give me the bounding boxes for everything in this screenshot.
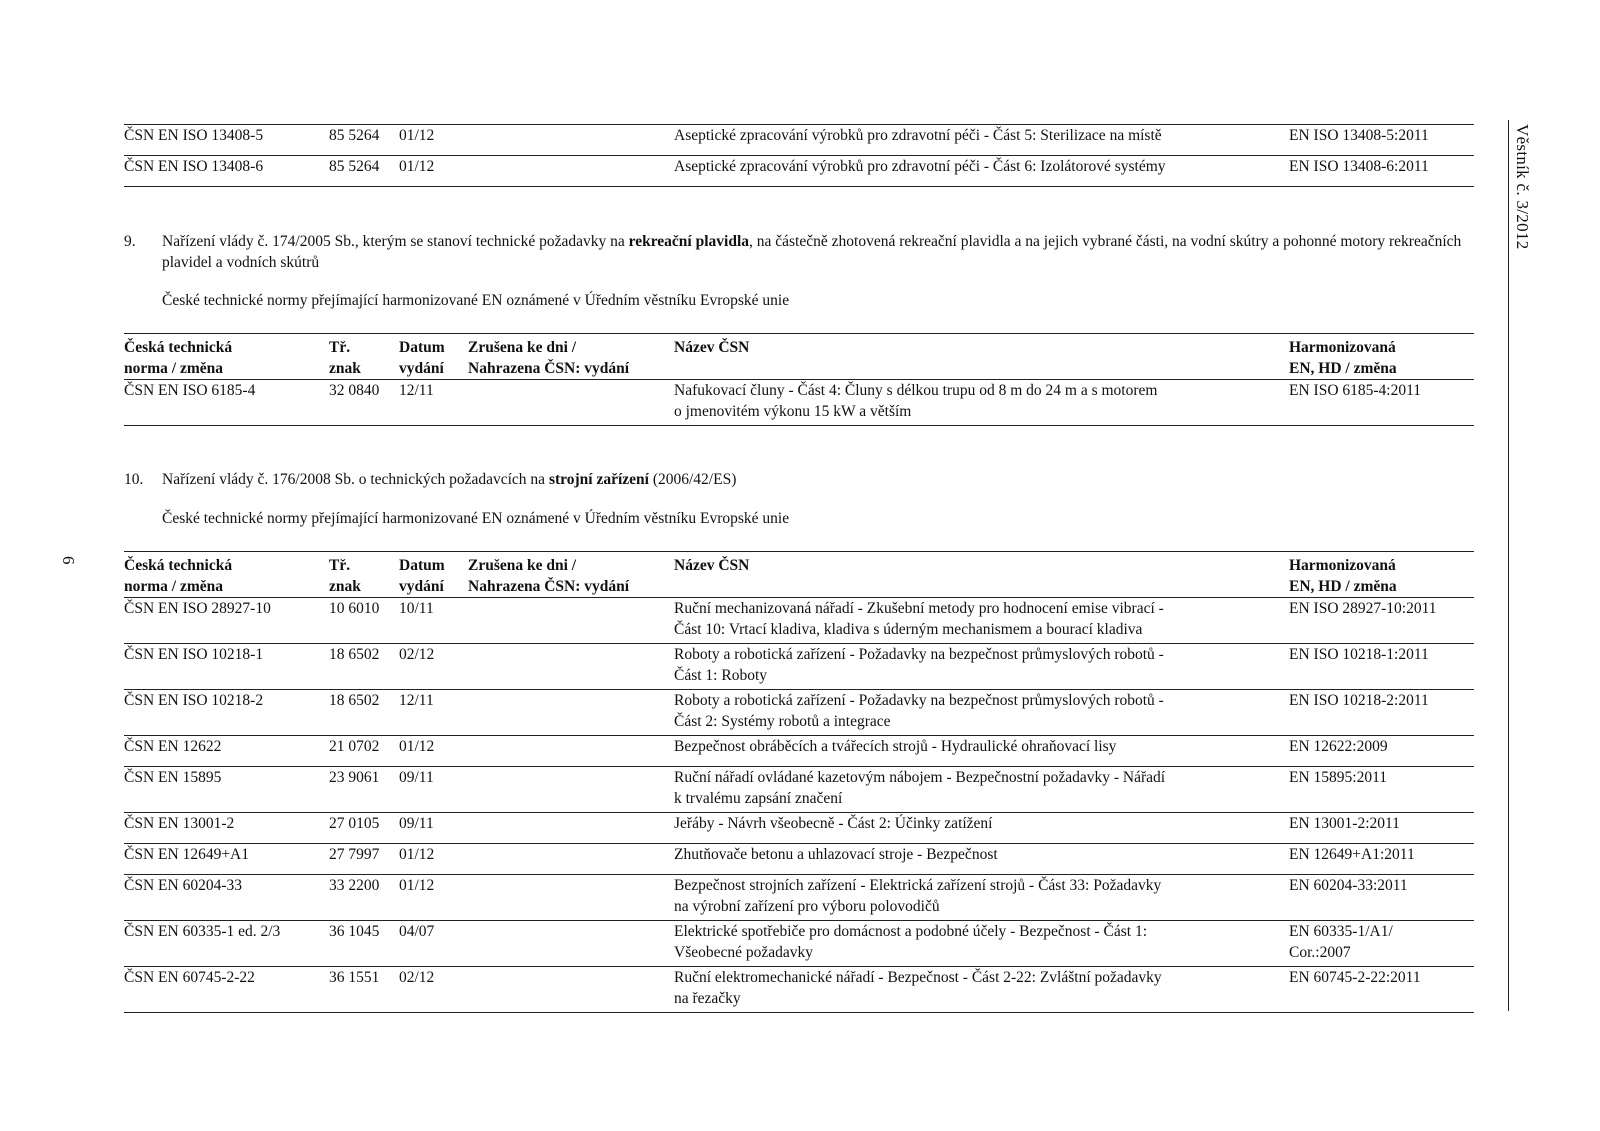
header-csn: Česká technická norma / změna [124,552,329,598]
section-number: 10. [124,471,144,488]
heading-bold: rekreační plavidla [628,233,750,250]
table-row [124,813,1474,844]
cancelled-cell [468,875,674,921]
table-row [124,767,1474,813]
section-subtitle: České technické normy přejímající harmonizované EN oznámené v Úředním věstníku Evropské unie [162,510,790,527]
cancelled-cell [468,767,674,813]
header-class: Tř. znak [329,334,399,380]
cancelled-cell [468,967,674,1013]
title-cell: Aseptické zpracování výrobků pro zdravotní péči - Část 5: Sterilizace na místě [674,125,1289,156]
harmonized-cell: EN ISO 13408-6:2011 [1289,156,1474,187]
section-subtitle: České technické normy přejímající harmonizované EN oznámené v Úředním věstníku Evropské unie [162,292,790,309]
cancelled-cell [468,690,674,736]
section-10 [124,469,1474,529]
class-cell: 36 1045 [329,921,399,967]
date-cell: 01/12 [399,844,468,875]
cancelled-cell [468,125,674,156]
table-row [124,844,1474,875]
csn-cell: ČSN EN ISO 10218-2 [124,690,329,736]
table-row [124,644,1474,690]
csn-cell: ČSN EN 60745-2-22 [124,967,329,1013]
section-number: 9. [124,233,136,250]
bulletin-side-title: Věstník č. 3/2012 [1513,124,1532,250]
date-cell: 12/11 [399,380,468,426]
csn-cell: ČSN EN ISO 6185-4 [124,380,329,426]
csn-cell: ČSN EN ISO 13408-5 [124,125,329,156]
header-cancelled: Zrušena ke dni / Nahrazena ČSN: vydání [468,334,674,380]
date-cell: 04/07 [399,921,468,967]
header-cancelled: Zrušena ke dni / Nahrazena ČSN: vydání [468,552,674,598]
heading-text: Nařízení vlády č. 174/2005 Sb., kterým se stanoví technické požadavky na [162,233,629,250]
title-cell: Bezpečnost strojních zařízení - Elektrická zařízení strojů - Část 33: Požadavky na výrobní zařízení pro výboru polovodičů [674,875,1289,921]
section-heading [162,469,1474,490]
csn-cell: ČSN EN 12622 [124,736,329,767]
csn-cell: ČSN EN 13001-2 [124,813,329,844]
title-cell: Roboty a robotická zařízení - Požadavky na bezpečnost průmyslových robotů - Část 1: Roboty [674,644,1289,690]
csn-cell: ČSN EN 12649+A1 [124,844,329,875]
table-row [124,921,1474,967]
class-cell: 85 5264 [329,125,399,156]
harmonized-cell: EN ISO 6185-4:2011 [1289,380,1474,426]
date-cell: 02/12 [399,644,468,690]
harmonized-cell: EN ISO 10218-2:2011 [1289,690,1474,736]
table-row [124,736,1474,767]
harmonized-cell: EN 15895:2011 [1289,767,1474,813]
harmonized-cell: EN ISO 28927-10:2011 [1289,598,1474,644]
title-cell: Jeřáby - Návrh všeobecně - Část 2: Účinky zatížení [674,813,1289,844]
header-harmonized: Harmonizovaná EN, HD / změna [1289,552,1474,598]
title-cell: Roboty a robotická zařízení - Požadavky na bezpečnost průmyslových robotů - Část 2: Systémy robotů a integrace [674,690,1289,736]
title-cell: Ruční mechanizovaná nářadí - Zkušební metody pro hodnocení emise vibrací - Část 10: Vrtací kladiva, kladiva s úderným mechanismem a bourací kladiva [674,598,1289,644]
cancelled-cell [468,380,674,426]
page-number: 6 [59,556,78,565]
csn-cell: ČSN EN ISO 28927-10 [124,598,329,644]
harmonized-cell: EN ISO 10218-1:2011 [1289,644,1474,690]
header-date: Datum vydání [399,334,468,380]
harmonized-cell: EN 60335-1/A1/ Cor.:2007 [1289,921,1474,967]
class-cell: 85 5264 [329,156,399,187]
cancelled-cell [468,736,674,767]
heading-text: Nařízení vlády č. 176/2008 Sb. o technických požadavcích na [162,471,549,488]
title-cell: Zhutňovače betonu a uhlazovací stroje - Bezpečnost [674,844,1289,875]
date-cell: 01/12 [399,875,468,921]
title-cell: Nafukovací čluny - Část 4: Čluny s délkou trupu od 8 m do 24 m a s motorem o jmenovitém výkonu 15 kW a větším [674,380,1289,426]
norms-table-section-9 [124,333,1474,426]
header-harmonized: Harmonizovaná EN, HD / změna [1289,334,1474,380]
date-cell: 01/12 [399,125,468,156]
class-cell: 36 1551 [329,967,399,1013]
header-class: Tř. znak [329,552,399,598]
harmonized-cell: EN ISO 13408-5:2011 [1289,125,1474,156]
norms-table-continued [124,124,1474,187]
cancelled-cell [468,156,674,187]
cancelled-cell [468,644,674,690]
cancelled-cell [468,844,674,875]
csn-cell: ČSN EN 60204-33 [124,875,329,921]
csn-cell: ČSN EN ISO 10218-1 [124,644,329,690]
class-cell: 27 0105 [329,813,399,844]
title-cell: Ruční nářadí ovládané kazetovým nábojem - Bezpečnostní požadavky - Nářadí k trvalému zapsání značení [674,767,1289,813]
date-cell: 01/12 [399,736,468,767]
csn-cell: ČSN EN ISO 13408-6 [124,156,329,187]
header-csn: Česká technická norma / změna [124,334,329,380]
table-row [124,125,1474,156]
date-cell: 09/11 [399,767,468,813]
table-row [124,598,1474,644]
cancelled-cell [468,598,674,644]
harmonized-cell: EN 60204-33:2011 [1289,875,1474,921]
section-heading [162,231,1474,273]
class-cell: 18 6502 [329,690,399,736]
class-cell: 23 9061 [329,767,399,813]
header-date: Datum vydání [399,552,468,598]
title-cell: Aseptické zpracování výrobků pro zdravotní péči - Část 6: Izolátorové systémy [674,156,1289,187]
date-cell: 01/12 [399,156,468,187]
table-row [124,967,1474,1013]
norms-table-section-10 [124,551,1474,1013]
harmonized-cell: EN 12649+A1:2011 [1289,844,1474,875]
title-cell: Bezpečnost obráběcích a tvářecích strojů - Hydraulické ohraňovací lisy [674,736,1289,767]
date-cell: 12/11 [399,690,468,736]
table-row [124,156,1474,187]
cancelled-cell [468,921,674,967]
side-rule [1508,120,1509,1011]
table-header-row [124,334,1474,380]
csn-cell: ČSN EN 60335-1 ed. 2/3 [124,921,329,967]
class-cell: 32 0840 [329,380,399,426]
csn-cell: ČSN EN 15895 [124,767,329,813]
heading-text-rest: (2006/42/ES) [648,471,737,488]
date-cell: 02/12 [399,967,468,1013]
harmonized-cell: EN 12622:2009 [1289,736,1474,767]
table-header-row [124,552,1474,598]
heading-bold: strojní zařízení [548,471,649,488]
date-cell: 10/11 [399,598,468,644]
class-cell: 18 6502 [329,644,399,690]
title-cell: Elektrické spotřebiče pro domácnost a podobné účely - Bezpečnost - Část 1: Všeobecné požadavky [674,921,1289,967]
class-cell: 21 0702 [329,736,399,767]
cancelled-cell [468,813,674,844]
header-title: Název ČSN [674,334,1289,380]
harmonized-cell: EN 13001-2:2011 [1289,813,1474,844]
date-cell: 09/11 [399,813,468,844]
table-row [124,380,1474,426]
class-cell: 27 7997 [329,844,399,875]
title-cell: Ruční elektromechanické nářadí - Bezpečnost - Část 2-22: Zvláštní požadavky na řezačky [674,967,1289,1013]
class-cell: 10 6010 [329,598,399,644]
heading-text-rest: , na částečně zhotovená rekreační plavidla a na jejich vybrané části, na vodní skútry a pohonné motory rekreačních plavidel a vodních skútrů [162,233,1462,271]
table-row [124,690,1474,736]
table-row [124,875,1474,921]
class-cell: 33 2200 [329,875,399,921]
section-9 [124,231,1474,311]
harmonized-cell: EN 60745-2-22:2011 [1289,967,1474,1013]
header-title: Název ČSN [674,552,1289,598]
